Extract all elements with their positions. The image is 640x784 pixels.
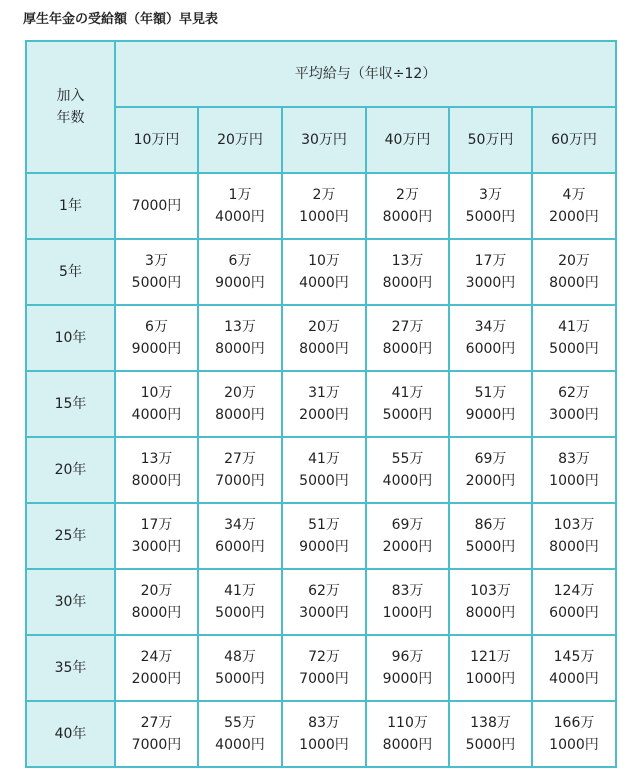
amount-yen: 9000円	[131, 341, 182, 357]
amount-cell	[449, 701, 532, 767]
amount-cell	[198, 371, 282, 437]
corner-line-1: 加入	[56, 88, 85, 104]
amount-cell	[282, 239, 366, 305]
amount-man: 41万	[224, 583, 256, 599]
amount-man: 13万	[391, 253, 424, 269]
table-row	[26, 173, 616, 239]
amount-cell	[198, 437, 282, 503]
row-header-years: 20年	[26, 437, 115, 503]
amount-yen: 8000円	[131, 605, 182, 621]
amount-cell	[198, 635, 282, 701]
table-row	[26, 437, 616, 503]
amount-man: 20万	[224, 385, 256, 401]
pension-table	[25, 40, 617, 768]
amount-yen: 7000円	[131, 198, 182, 214]
amount-man: 41万	[391, 385, 424, 401]
row-header-years: 25年	[26, 503, 115, 569]
amount-man: 20万	[140, 583, 173, 599]
amount-cell	[198, 173, 282, 239]
amount-yen: 3000円	[299, 605, 349, 621]
amount-cell	[532, 569, 616, 635]
amount-cell	[282, 503, 366, 569]
column-header: 40万円	[366, 107, 449, 173]
amount-cell	[366, 371, 449, 437]
amount-cell	[366, 305, 449, 371]
amount-man: 3万	[145, 253, 168, 269]
amount-cell	[532, 173, 616, 239]
amount-cell	[282, 569, 366, 635]
amount-yen: 5000円	[382, 407, 433, 423]
table-row	[26, 635, 616, 701]
amount-cell	[115, 371, 198, 437]
row-header-years: 1年	[26, 173, 115, 239]
amount-cell	[449, 305, 532, 371]
amount-man: 62万	[558, 385, 590, 401]
amount-yen: 2000円	[549, 209, 599, 225]
amount-cell	[282, 305, 366, 371]
amount-man: 103万	[470, 583, 511, 599]
amount-man: 48万	[224, 649, 256, 665]
amount-yen: 8000円	[549, 275, 599, 291]
amount-yen: 1000円	[549, 737, 599, 753]
amount-yen: 9000円	[382, 671, 433, 687]
amount-man: 83万	[391, 583, 424, 599]
amount-man: 55万	[224, 715, 256, 731]
amount-yen: 8000円	[382, 341, 433, 357]
amount-cell	[115, 503, 198, 569]
amount-cell	[532, 701, 616, 767]
amount-man: 13万	[140, 451, 173, 467]
amount-man: 41万	[308, 451, 340, 467]
amount-cell	[449, 437, 532, 503]
amount-cell	[115, 173, 198, 239]
amount-yen: 8000円	[215, 341, 265, 357]
amount-man: 2万	[396, 187, 419, 203]
amount-man: 69万	[391, 517, 424, 533]
amount-yen: 5000円	[465, 209, 516, 225]
amount-man: 34万	[224, 517, 256, 533]
amount-yen: 5000円	[465, 737, 516, 753]
amount-cell	[532, 635, 616, 701]
amount-man: 124万	[553, 583, 595, 599]
amount-yen: 3000円	[465, 275, 516, 291]
amount-yen: 5000円	[549, 341, 599, 357]
amount-man: 20万	[308, 319, 340, 335]
row-header-years: 30年	[26, 569, 115, 635]
amount-cell	[366, 173, 449, 239]
amount-cell	[532, 371, 616, 437]
amount-yen: 9000円	[299, 539, 349, 555]
amount-man: 96万	[391, 649, 424, 665]
amount-man: 62万	[308, 583, 340, 599]
amount-man: 17万	[474, 253, 507, 269]
amount-yen: 1000円	[299, 737, 349, 753]
amount-cell	[449, 503, 532, 569]
column-header: 10万円	[115, 107, 198, 173]
amount-man: 166万	[553, 715, 595, 731]
amount-yen: 7000円	[131, 737, 182, 753]
amount-cell	[198, 239, 282, 305]
amount-man: 1万	[228, 187, 252, 203]
amount-cell	[282, 635, 366, 701]
amount-yen: 1000円	[465, 671, 516, 687]
amount-man: 13万	[224, 319, 256, 335]
amount-cell	[366, 503, 449, 569]
amount-man: 4万	[562, 187, 586, 203]
amount-yen: 8000円	[549, 539, 599, 555]
amount-yen: 1000円	[299, 209, 349, 225]
amount-man: 51万	[308, 517, 340, 533]
amount-yen: 7000円	[215, 473, 265, 489]
amount-yen: 8000円	[382, 275, 433, 291]
amount-yen: 5000円	[465, 539, 516, 555]
amount-yen: 9000円	[215, 275, 265, 291]
amount-man: 24万	[140, 649, 173, 665]
table-row	[26, 569, 616, 635]
row-header-years: 10年	[26, 305, 115, 371]
amount-cell	[198, 503, 282, 569]
corner-header	[26, 41, 115, 173]
amount-man: 138万	[470, 715, 511, 731]
page-title: 厚生年金の受給額（年額）早見表	[23, 12, 219, 27]
amount-man: 20万	[558, 253, 590, 269]
amount-cell	[449, 569, 532, 635]
amount-cell	[449, 173, 532, 239]
amount-man: 27万	[391, 319, 424, 335]
amount-man: 31万	[308, 385, 340, 401]
amount-man: 27万	[224, 451, 256, 467]
amount-man: 34万	[474, 319, 507, 335]
amount-man: 83万	[308, 715, 340, 731]
amount-man: 145万	[553, 649, 595, 665]
amount-cell	[532, 239, 616, 305]
amount-man: 55万	[391, 451, 424, 467]
amount-man: 10万	[140, 385, 173, 401]
amount-cell	[115, 305, 198, 371]
amount-yen: 2000円	[299, 407, 349, 423]
column-header: 30万円	[282, 107, 366, 173]
amount-yen: 2000円	[131, 671, 182, 687]
amount-cell	[198, 569, 282, 635]
amount-yen: 5000円	[131, 275, 182, 291]
amount-yen: 5000円	[299, 473, 349, 489]
table-row	[26, 239, 616, 305]
amount-cell	[115, 701, 198, 767]
amount-yen: 8000円	[465, 605, 516, 621]
amount-yen: 4000円	[215, 209, 265, 225]
table-row	[26, 503, 616, 569]
table-row	[26, 371, 616, 437]
amount-yen: 6000円	[215, 539, 265, 555]
amount-man: 27万	[140, 715, 173, 731]
amount-cell	[449, 371, 532, 437]
amount-man: 17万	[140, 517, 173, 533]
amount-yen: 9000円	[465, 407, 516, 423]
amount-man: 103万	[553, 517, 595, 533]
salary-group-header: 平均給与（年収÷12）	[115, 41, 616, 107]
amount-yen: 8000円	[215, 407, 265, 423]
amount-cell	[366, 239, 449, 305]
amount-man: 83万	[558, 451, 590, 467]
amount-cell	[115, 437, 198, 503]
amount-cell	[282, 437, 366, 503]
amount-cell	[198, 305, 282, 371]
amount-man: 72万	[308, 649, 340, 665]
amount-man: 10万	[308, 253, 340, 269]
amount-man: 41万	[558, 319, 590, 335]
amount-yen: 2000円	[382, 539, 433, 555]
amount-cell	[366, 635, 449, 701]
amount-man: 121万	[470, 649, 511, 665]
amount-cell	[532, 437, 616, 503]
column-header: 20万円	[198, 107, 282, 173]
amount-yen: 1000円	[382, 605, 433, 621]
amount-yen: 2000円	[465, 473, 516, 489]
row-header-years: 35年	[26, 635, 115, 701]
amount-cell	[282, 371, 366, 437]
amount-man: 6万	[145, 319, 168, 335]
corner-line-2: 年数	[56, 110, 85, 126]
amount-man: 51万	[474, 385, 507, 401]
row-header-years: 40年	[26, 701, 115, 767]
amount-cell	[282, 173, 366, 239]
table-row	[26, 305, 616, 371]
column-header: 50万円	[449, 107, 532, 173]
amount-man: 86万	[474, 517, 507, 533]
amount-yen: 4000円	[549, 671, 599, 687]
amount-man: 3万	[479, 187, 502, 203]
amount-yen: 5000円	[215, 605, 265, 621]
amount-cell	[366, 569, 449, 635]
table-row	[26, 701, 616, 767]
amount-yen: 8000円	[382, 737, 433, 753]
row-header-years: 5年	[26, 239, 115, 305]
amount-yen: 5000円	[215, 671, 265, 687]
amount-yen: 4000円	[131, 407, 182, 423]
amount-yen: 3000円	[549, 407, 599, 423]
amount-cell	[198, 701, 282, 767]
amount-cell	[115, 635, 198, 701]
amount-cell	[449, 635, 532, 701]
amount-yen: 8000円	[131, 473, 182, 489]
amount-cell	[532, 305, 616, 371]
amount-yen: 6000円	[465, 341, 516, 357]
amount-cell	[115, 569, 198, 635]
amount-yen: 6000円	[549, 605, 599, 621]
amount-yen: 3000円	[131, 539, 182, 555]
amount-cell	[282, 701, 366, 767]
column-header: 60万円	[532, 107, 616, 173]
amount-man: 69万	[474, 451, 507, 467]
amount-yen: 1000円	[549, 473, 599, 489]
amount-cell	[449, 239, 532, 305]
amount-cell	[115, 239, 198, 305]
amount-yen: 7000円	[299, 671, 349, 687]
amount-yen: 8000円	[299, 341, 349, 357]
amount-yen: 4000円	[215, 737, 265, 753]
amount-cell	[366, 437, 449, 503]
amount-cell	[532, 503, 616, 569]
row-header-years: 15年	[26, 371, 115, 437]
amount-man: 110万	[387, 715, 428, 731]
amount-man: 2万	[312, 187, 336, 203]
amount-yen: 4000円	[382, 473, 433, 489]
amount-yen: 8000円	[382, 209, 433, 225]
amount-yen: 4000円	[299, 275, 349, 291]
amount-cell	[366, 701, 449, 767]
amount-man: 6万	[228, 253, 252, 269]
